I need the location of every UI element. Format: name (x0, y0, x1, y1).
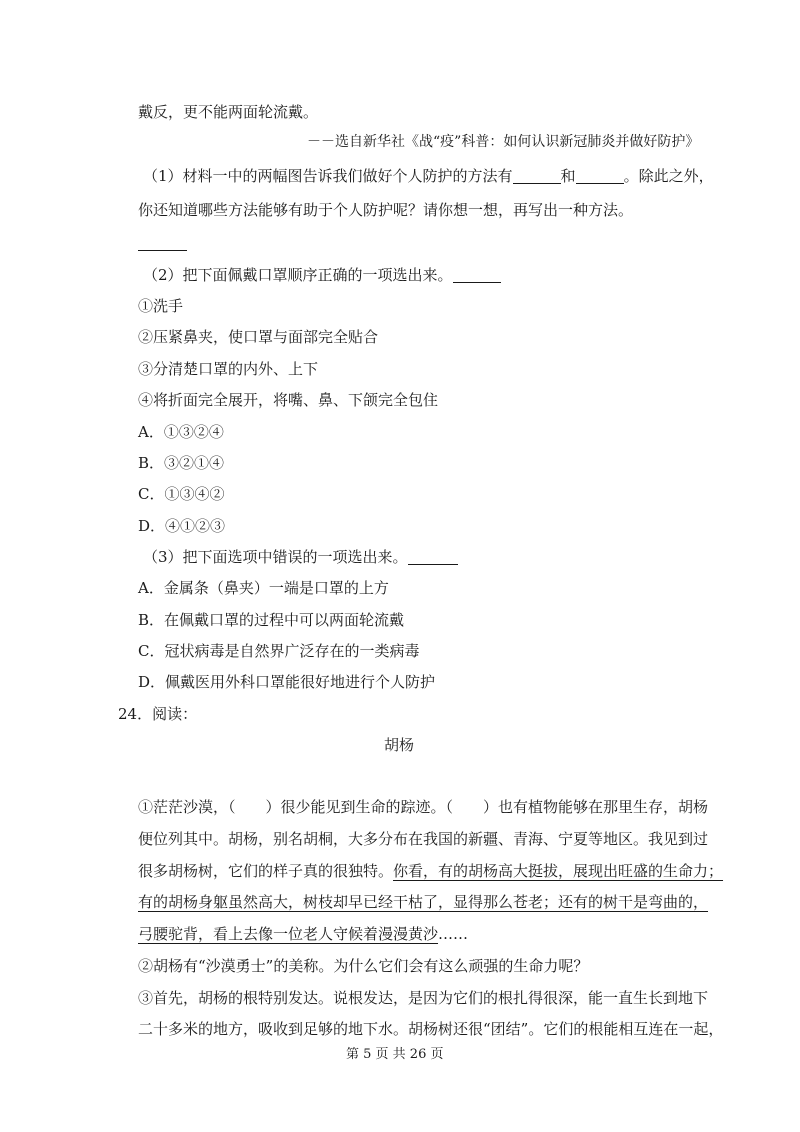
underlined-text: 你看，有的胡杨高大挺拔，展现出旺盛的生命力； (393, 862, 724, 880)
article-line: 便位列其中。胡杨，别名胡桐，大多分布在我国的新疆、青海、宁夏等地区。我见到过 (138, 830, 709, 848)
article-line: ①茫茫沙漠，（ ）很少能见到生命的踪迹。（ ）也有植物能够在那里生存，胡杨 (138, 798, 709, 816)
option-c: C．①③④② (138, 485, 225, 503)
page-footer: 第 5 页 共 26 页 (346, 1047, 444, 1062)
answer-blank[interactable] (576, 167, 624, 184)
question-2 (143, 264, 501, 286)
article-line (138, 860, 723, 882)
q1-text-c: 。除此之外， (623, 167, 714, 185)
q1-text-a: （1）材料一中的两幅图告诉我们做好个人防护的方法有 (143, 167, 513, 185)
underlined-text: 弓腰驼背，看上去像一位老人守候着漫漫黄沙 (138, 925, 439, 943)
answer-blank[interactable] (408, 548, 458, 565)
step-item: ①洗手 (138, 297, 184, 315)
answer-blank[interactable] (453, 266, 501, 283)
q1-text-b: 和 (560, 167, 576, 185)
question-1 (143, 165, 714, 187)
option-a: A．金属条（鼻夹）一端是口罩的上方 (138, 579, 389, 597)
step-item: ③分清楚口罩的内外、上下 (138, 360, 319, 378)
answer-blank[interactable] (513, 167, 561, 184)
option-a: A．①③②④ (138, 423, 224, 441)
question-24: 24．阅读： (118, 705, 198, 723)
article-line: ②胡杨有“沙漠勇士”的美称。为什么它们会有这么顽强的生命力呢？ (138, 957, 589, 975)
step-item: ④将折面完全展开，将嘴、鼻、下颌完全包住 (138, 391, 439, 409)
step-item: ②压紧鼻夹，使口罩与面部完全贴合 (138, 328, 379, 346)
article-line (138, 923, 468, 945)
paragraph-line: 戴反，更不能两面轮流戴。 (138, 103, 319, 121)
ellipsis: …… (438, 925, 469, 943)
underlined-text: 有的胡杨身躯虽然高大，树枝却早已经干枯了，显得那么苍老；还有的树干是弯曲的， (138, 893, 709, 911)
article-text: 很多胡杨树，它们的样子真的很独特。 (138, 862, 394, 880)
option-d: D．佩戴医用外科口罩能很好地进行个人防护 (138, 673, 436, 691)
option-c: C．冠状病毒是自然界广泛存在的一类病毒 (138, 642, 420, 660)
question-3 (143, 546, 458, 568)
source-citation: －－选自新华社《战“疫”科普：如何认识新冠肺炎并做好防护》 (307, 134, 700, 150)
option-b: B．③②①④ (138, 454, 225, 472)
q3-stem: （3）把下面选项中错误的一项选出来。 (143, 548, 408, 566)
q1-answer-line[interactable] (138, 232, 187, 254)
option-d: D．④①②③ (138, 517, 226, 535)
article-line: 二十多米的地方，吸收到足够的地下水。胡杨树还很“团结”。它们的根能相互连在一起， (138, 1020, 724, 1038)
question-1-line2: 你还知道哪些方法能够有助于个人防护呢？请你想一想，再写出一种方法。 (138, 201, 634, 219)
article-title: 胡杨 (384, 736, 415, 754)
article-line: ③首先，胡杨的根特别发达。说根发达，是因为它们的根扎得很深，能一直生长到地下 (138, 989, 709, 1007)
option-b: B．在佩戴口罩的过程中可以两面轮流戴 (138, 611, 405, 629)
q2-stem: （2）把下面佩戴口罩顺序正确的一项选出来。 (143, 266, 453, 284)
